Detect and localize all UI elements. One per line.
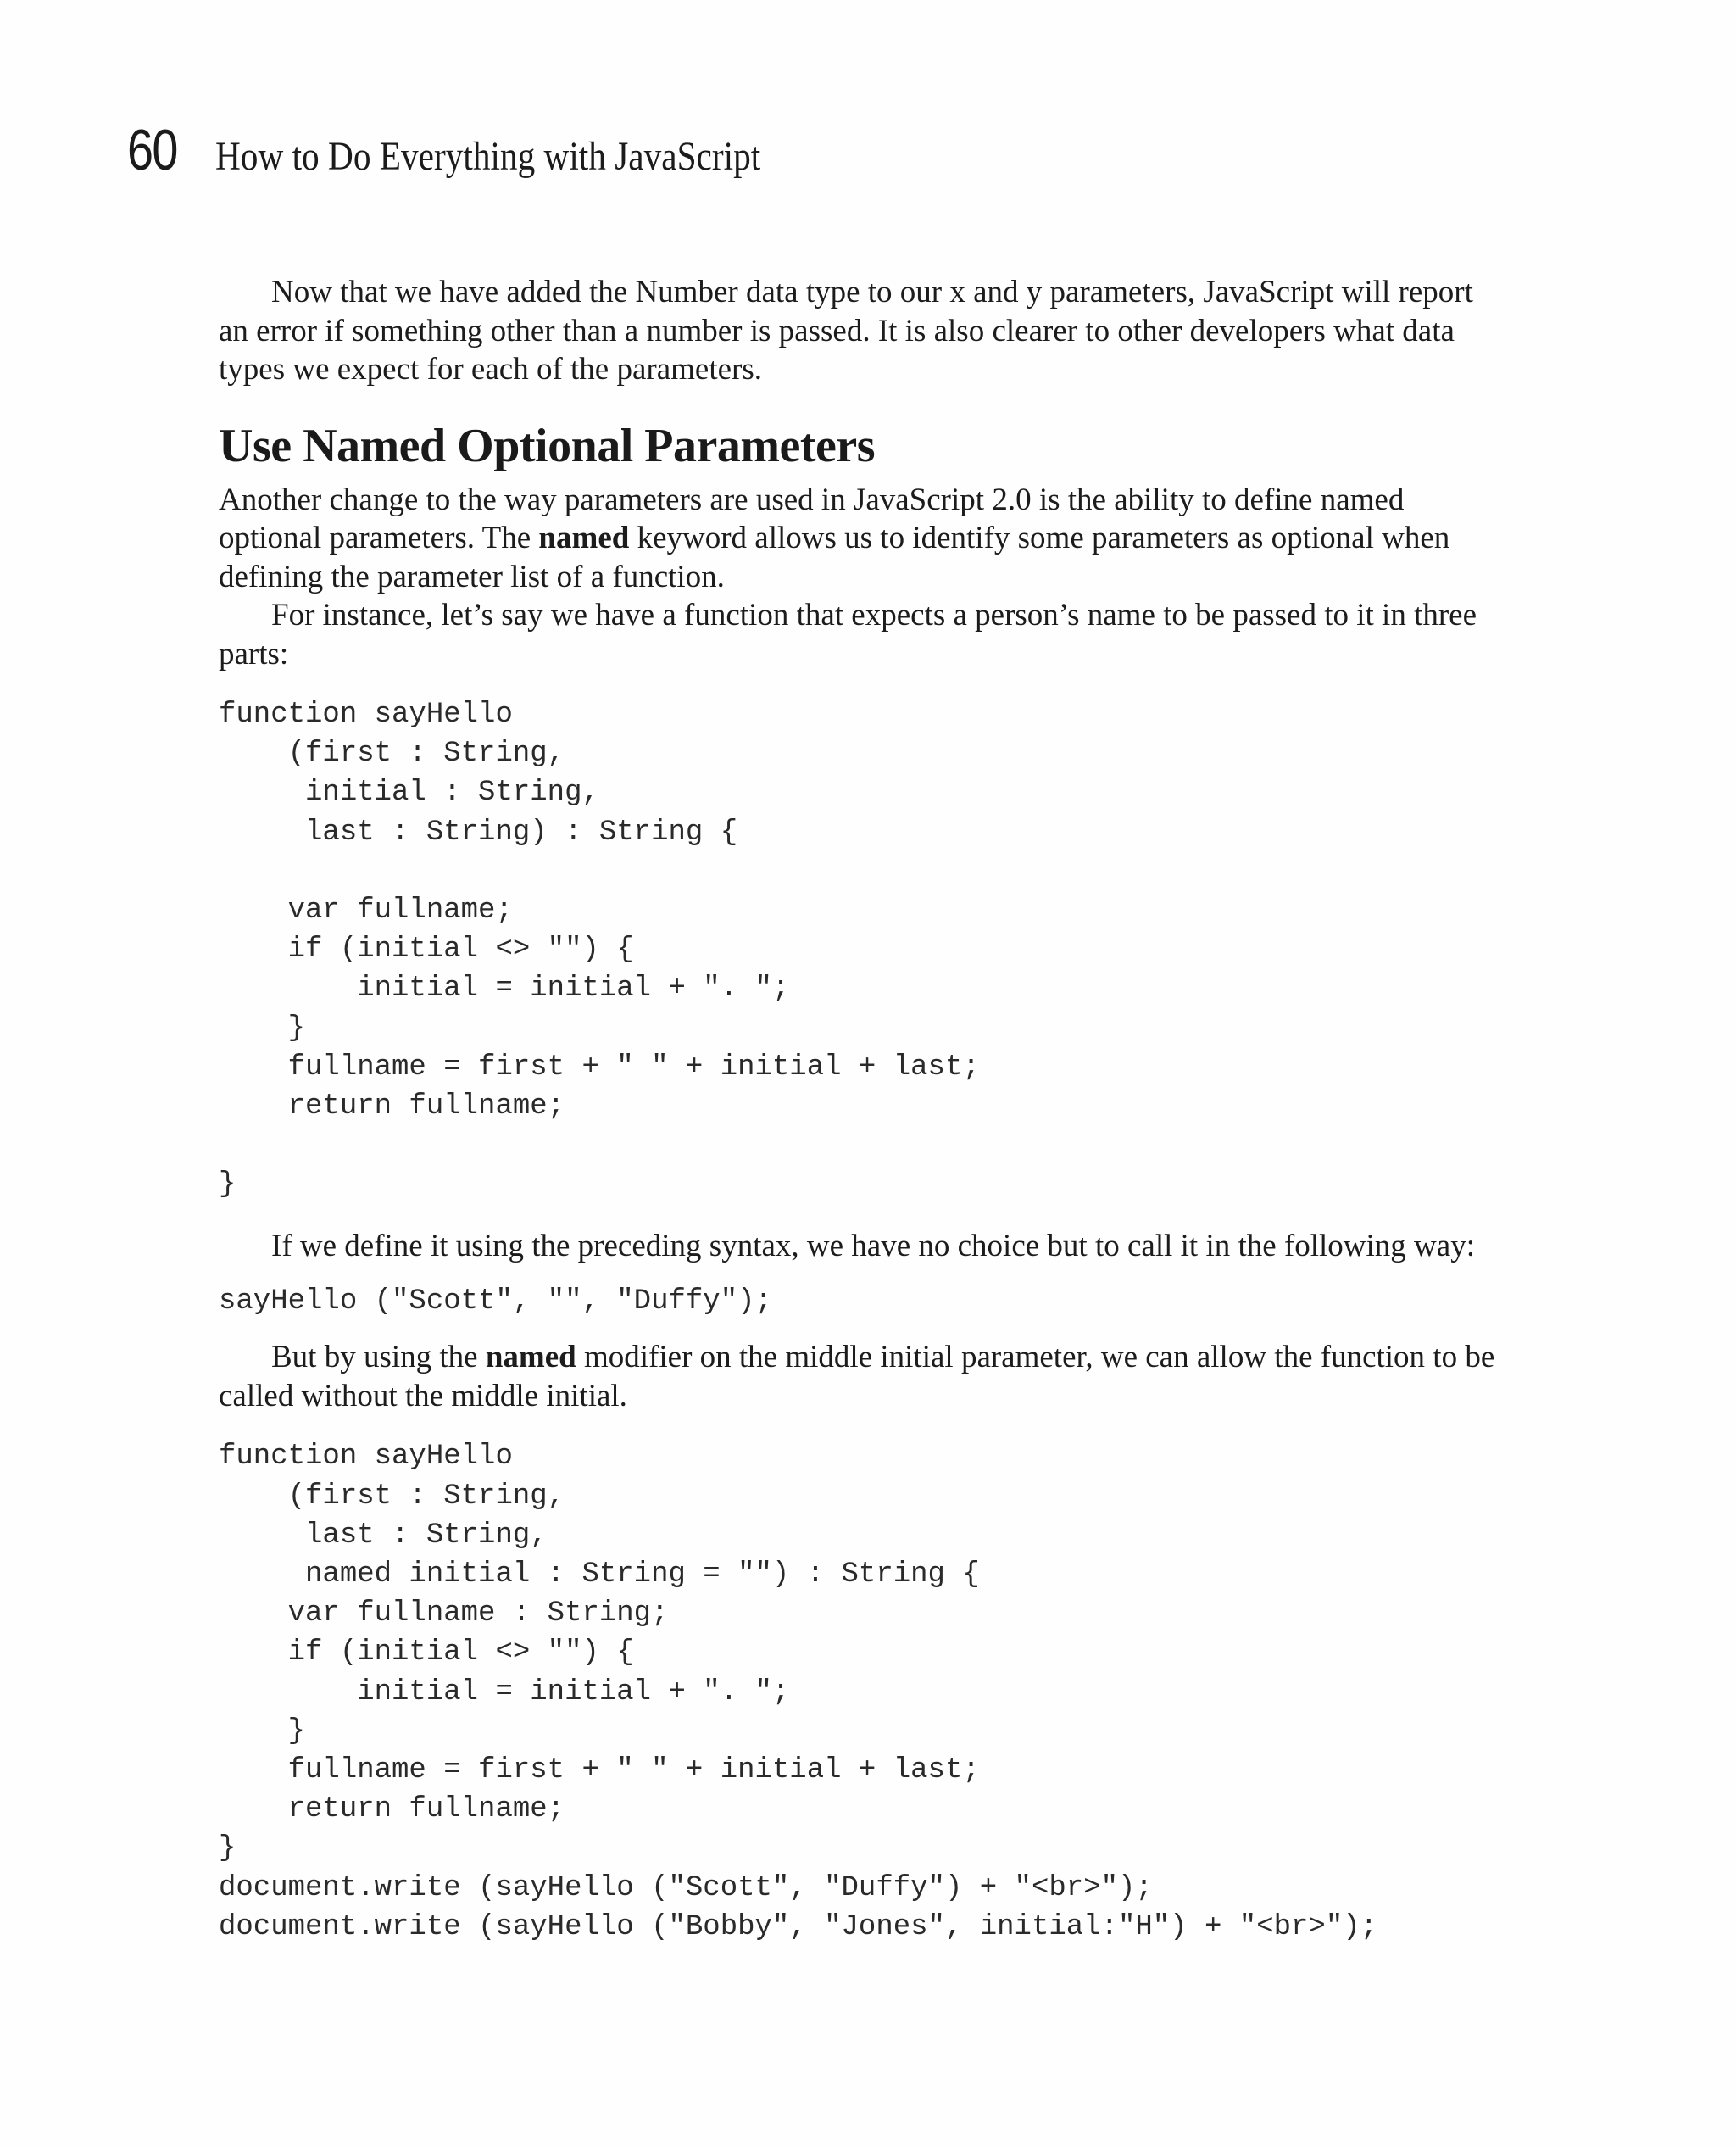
paragraph-named-modifier — [219, 1338, 1499, 1415]
page-content — [219, 273, 1499, 1969]
paragraph-text: keyword allows us to identify some parameters as optional when defining the parameter list of a function. — [219, 521, 1450, 594]
keyword-named: named — [485, 1340, 576, 1375]
keyword-named: named — [538, 521, 630, 555]
paragraph-named-optional-intro — [219, 481, 1499, 597]
paragraph-number-type-intro: Now that we have added the Number data type to our x and y parameters, JavaScript will report an error if something other than a number is passed. It is also clearer to other developers what data types we expect for each of the parameters. — [219, 275, 1473, 387]
paragraph-text: Another change to the way parameters are used in JavaScript 2.0 is the ability to define named optional parameters. The — [219, 482, 1405, 555]
paragraph-preceding-syntax: If we define it using the preceding syntax, we have no choice but to call it in the following way: — [271, 1228, 1475, 1263]
paragraph-three-parts: For instance, let’s say we have a function that expects a person’s name to be passed to it in three parts: — [219, 598, 1477, 672]
paragraph-text: modifier on the middle initial parameter, we can allow the function to be called without the middle initial. — [219, 1340, 1495, 1413]
code-block-sayhello-call: sayHello ("Scott", "", "Duffy"); — [219, 1285, 772, 1318]
page-number: 60 — [127, 118, 177, 182]
section-heading: Use Named Optional Parameters — [219, 419, 876, 472]
paragraph-text: But by using the — [271, 1340, 486, 1375]
code-block-sayhello-named: function sayHello (first : String, last : String, named initial : String = "") : String { var fullname : String; if (initial <> "") { initial = initial + ". "; } fullname = first + " " + initial + last; return fullname; } document.write (sayHello ("Scott", "Duffy") + "<br>"); document.write (sayHello ("Bobby", "Jones", initial:"H") + "<br>"); — [219, 1441, 1378, 1943]
running-title: How to Do Everything with JavaScript — [215, 134, 761, 179]
page-header — [127, 117, 849, 183]
code-block-sayhello-original: function sayHello (first : String, initial : String, last : String) : String { var fullname; if (initial <> "") { initial = initial + ". "; } fullname = first + " " + initial + last; return fullname; } — [219, 699, 980, 1201]
